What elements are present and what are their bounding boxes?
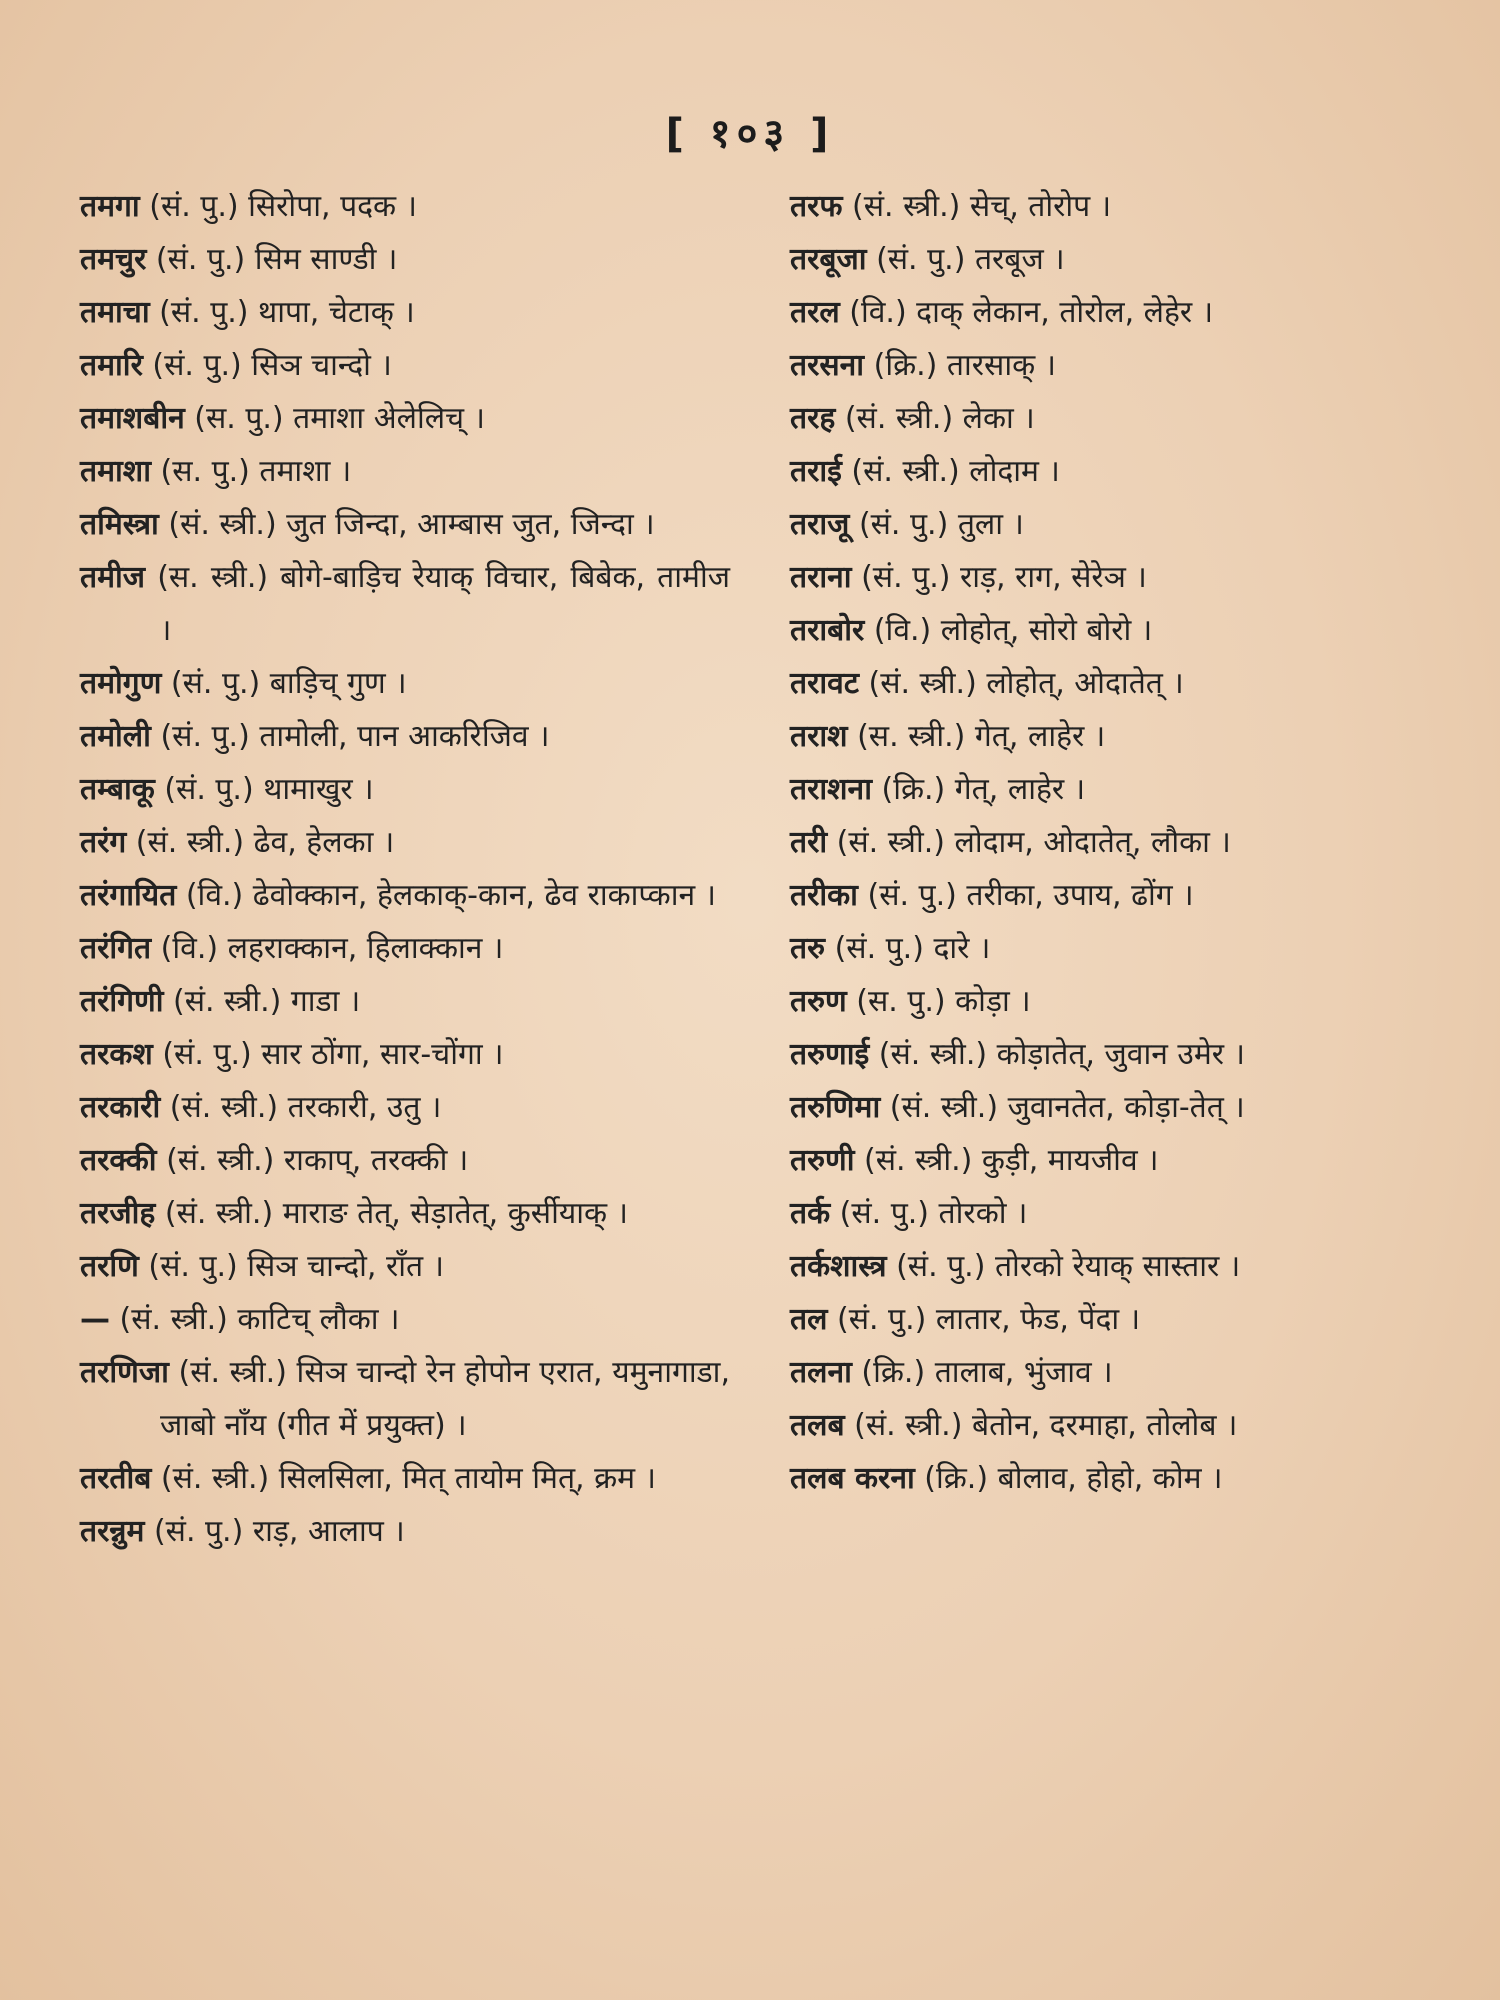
entry-headword: तलब करना	[790, 1461, 915, 1496]
entry-definition: (सं. पु.) तामोली, पान आकरिजिव ।	[150, 719, 550, 754]
dictionary-entry	[790, 392, 1440, 445]
entry-headword: तलब	[790, 1408, 845, 1443]
entry-headword: तरीका	[790, 878, 858, 913]
entry-definition: (सं. स्त्री.) बेतोन, दरमाहा, तोलोब ।	[844, 1408, 1238, 1443]
entry-headword: तरणिजा	[80, 1355, 169, 1390]
entry-definition: (सं. स्त्री.) गाडा ।	[163, 984, 361, 1019]
entry-headword: तरंगित	[80, 931, 152, 966]
dictionary-entry	[790, 551, 1440, 604]
entry-definition: (क्रि.) गेत्, लाहेर ।	[871, 772, 1086, 807]
entry-definition: (वि.) ढेवोक्कान, हेलकाक्-कान, ढेव राकाप्कान ।	[176, 878, 717, 913]
entry-headword: तमाशबीन	[80, 401, 185, 436]
entry-definition: (स. पु.) तमाशा अेलेलिच् ।	[184, 401, 486, 436]
dictionary-entry	[790, 445, 1440, 498]
dictionary-entry	[790, 1240, 1440, 1293]
dictionary-entry	[790, 763, 1440, 816]
entry-headword: तराना	[790, 560, 852, 595]
entry-headword: तरकारी	[80, 1090, 161, 1125]
entry-headword: तरणि	[80, 1249, 139, 1284]
entry-headword: तमारि	[80, 348, 143, 383]
entry-definition: (सं. पु.) तरीका, उपाय, ढोंग ।	[857, 878, 1194, 913]
entry-definition: (सं. पु.) तोरको ।	[830, 1196, 1028, 1231]
entry-definition: (स. स्त्री.) गेत्, लाहेर ।	[847, 719, 1106, 754]
entry-headword: तराई	[790, 454, 842, 489]
entry-headword: तम्बाकू	[80, 772, 155, 807]
dictionary-entry	[80, 1240, 730, 1293]
entry-headword: तरुणाई	[790, 1037, 870, 1072]
entry-definition: (सं. स्त्री.) लोदाम, ओदातेत्, लौका ।	[827, 825, 1231, 860]
entry-definition: (सं. पु.) सिञ चान्दो ।	[142, 348, 392, 383]
entry-headword: तमोली	[80, 719, 151, 754]
entry-definition: (सं. स्त्री.) कोड़ातेत्, जुवान उमेर ।	[869, 1037, 1245, 1072]
entry-definition: (सं. पु.) सिञ चान्दो, राँत ।	[138, 1249, 445, 1284]
dictionary-entry	[80, 816, 730, 869]
dictionary-entry	[790, 286, 1440, 339]
dictionary-entry	[790, 1187, 1440, 1240]
dictionary-entry	[790, 816, 1440, 869]
entry-definition: (सं. स्त्री.) कुड़ी, मायजीव ।	[854, 1143, 1159, 1178]
right-column	[790, 180, 1440, 1505]
dictionary-entry	[790, 1452, 1440, 1505]
entry-headword: तरसना	[790, 348, 865, 383]
entry-headword: तरुणी	[790, 1143, 855, 1178]
entry-definition: (सं. पु.) राड़, आलाप ।	[144, 1514, 405, 1549]
dictionary-entry	[80, 339, 730, 392]
entry-definition: (सं. स्त्री.) सिञ चान्दो रेन होपोन एरात, यमुनागाडा, जाबो नाँय (गीत में प्रयुक्त) ।	[160, 1355, 730, 1443]
entry-headword: तलना	[790, 1355, 852, 1390]
entry-headword: तमचुर	[80, 242, 147, 277]
entry-definition: (सं. पु.) तुला ।	[849, 507, 1024, 542]
dictionary-entry	[790, 1293, 1440, 1346]
entry-headword: —	[80, 1302, 110, 1337]
entry-headword: तरु	[790, 931, 826, 966]
dictionary-entry	[790, 498, 1440, 551]
entry-definition: (सं. स्त्री.) राकाप्, तरक्की ।	[156, 1143, 469, 1178]
entry-definition: (क्रि.) तालाब, भुंजाव ।	[851, 1355, 1113, 1390]
entry-definition: (सं. पु.) राड़, राग, सेरेञ ।	[851, 560, 1147, 595]
entry-definition: (क्रि.) तारसाक् ।	[864, 348, 1057, 383]
entry-definition: (सं. पु.) सार ठोंगा, सार-चोंगा ।	[152, 1037, 504, 1072]
entry-headword: तरंगायित	[80, 878, 177, 913]
entry-headword: तरक्की	[80, 1143, 157, 1178]
entry-headword: तराबोर	[790, 613, 865, 648]
dictionary-entry	[80, 498, 730, 551]
dictionary-entry	[80, 1293, 730, 1346]
left-column	[80, 180, 730, 1558]
dictionary-entry	[80, 1187, 730, 1240]
dictionary-entry	[80, 869, 730, 922]
page-number: [ १०३ ]	[665, 111, 835, 157]
dictionary-entry	[790, 604, 1440, 657]
dictionary-entry	[80, 922, 730, 975]
dictionary-entry	[790, 869, 1440, 922]
entry-headword: तमगा	[80, 189, 140, 224]
entry-definition: (सं. स्त्री.) सिलसिला, मित् तायोम मित्, क्रम ।	[151, 1461, 656, 1496]
entry-definition: (सं. पु.) सिरोपा, पदक ।	[139, 189, 418, 224]
entry-headword: तल	[790, 1302, 828, 1337]
dictionary-entry	[80, 445, 730, 498]
dictionary-entry	[80, 1346, 730, 1452]
dictionary-entry	[80, 551, 730, 657]
entry-headword: तरी	[790, 825, 828, 860]
entry-headword: तमाशा	[80, 454, 151, 489]
dictionary-entry	[80, 1081, 730, 1134]
dictionary-entry	[790, 1081, 1440, 1134]
entry-definition: (सं. स्त्री.) लोहोत्, ओदातेत् ।	[858, 666, 1184, 701]
entry-definition: (सं. स्त्री.) लोदाम ।	[841, 454, 1060, 489]
entry-definition: (सं. पु.) तरबूज ।	[866, 242, 1065, 277]
entry-headword: तरुण	[790, 984, 847, 1019]
dictionary-entry	[790, 1028, 1440, 1081]
entry-definition: (सं. पु.) लातार, फेड, पेंदा ।	[827, 1302, 1141, 1337]
entry-headword: तरबूजा	[790, 242, 867, 277]
dictionary-entry	[790, 233, 1440, 286]
dictionary-entry	[80, 233, 730, 286]
entry-headword: तराश	[790, 719, 848, 754]
entry-headword: तमीज	[80, 560, 146, 595]
dictionary-entry	[80, 763, 730, 816]
entry-headword: तरह	[790, 401, 836, 436]
entry-definition: (सं. पु.) तोरको रेयाक् सास्तार ।	[886, 1249, 1241, 1284]
entry-definition: (स. पु.) कोड़ा ।	[846, 984, 1031, 1019]
dictionary-entry	[80, 1505, 730, 1558]
entry-definition: (सं. स्त्री.) जुत जिन्दा, आम्बास जुत, जिन्दा ।	[158, 507, 655, 542]
entry-definition: (स. स्त्री.) बोगे-बाड़िच रेयाक् विचार, बिबेक, तामीज ।	[145, 560, 730, 648]
entry-headword: तरुणिमा	[790, 1090, 881, 1125]
entry-definition: (सं. पु.) दारे ।	[825, 931, 991, 966]
entry-definition: (वि.) लहराक्कान, हिलाक्कान ।	[151, 931, 504, 966]
dictionary-entry	[790, 339, 1440, 392]
entry-definition: (सं. पु.) थामाखुर ।	[154, 772, 374, 807]
dictionary-entry	[790, 975, 1440, 1028]
entry-definition: (क्रि.) बोलाव, होहो, कोम ।	[914, 1461, 1223, 1496]
entry-headword: तर्क	[790, 1196, 831, 1231]
dictionary-entry	[790, 657, 1440, 710]
dictionary-entry	[790, 710, 1440, 763]
dictionary-entry	[790, 1134, 1440, 1187]
dictionary-entry	[80, 180, 730, 233]
entry-definition: (सं. स्त्री.) तरकारी, उतु ।	[160, 1090, 442, 1125]
entry-headword: तमाचा	[80, 295, 150, 330]
entry-definition: (सं. स्त्री.) जुवानतेत, कोड़ा-तेत् ।	[880, 1090, 1245, 1125]
entry-definition: (वि.) दाक् लेकान, तोरोल, लेहेर ।	[839, 295, 1214, 330]
entry-definition: (स. पु.) तमाशा ।	[150, 454, 352, 489]
entry-definition: (सं. स्त्री.) सेच्, तोरोप ।	[842, 189, 1112, 224]
entry-headword: तर्कशास्त्र	[790, 1249, 887, 1284]
dictionary-entry	[790, 922, 1440, 975]
entry-headword: तरकश	[80, 1037, 153, 1072]
entry-headword: तराजू	[790, 507, 850, 542]
entry-definition: (सं. पु.) थापा, चेटाक् ।	[149, 295, 415, 330]
dictionary-entry	[790, 1399, 1440, 1452]
entry-definition: (सं. स्त्री.) ढेव, हेलका ।	[126, 825, 395, 860]
entry-definition: (सं. पु.) बाड़िच् गुण ।	[161, 666, 407, 701]
dictionary-entry	[80, 286, 730, 339]
entry-definition: (वि.) लोहोत्, सोरो बोरो ।	[864, 613, 1153, 648]
dictionary-entry	[790, 1346, 1440, 1399]
entry-headword: तरन्नुम	[80, 1514, 145, 1549]
entry-definition: (सं. स्त्री.) लेका ।	[835, 401, 1035, 436]
entry-headword: तरजीह	[80, 1196, 156, 1231]
dictionary-entry	[80, 1452, 730, 1505]
dictionary-entry	[80, 975, 730, 1028]
entry-definition: (सं. पु.) सिम साण्डी ।	[146, 242, 398, 277]
entry-definition: (सं. स्त्री.) काटिच् लौका ।	[110, 1302, 400, 1337]
entry-headword: तराशना	[790, 772, 872, 807]
entry-headword: तमिस्त्रा	[80, 507, 159, 542]
dictionary-entry	[80, 710, 730, 763]
entry-headword: तमोगुण	[80, 666, 162, 701]
dictionary-entry	[80, 1028, 730, 1081]
entry-headword: तरंग	[80, 825, 127, 860]
dictionary-entry	[80, 1134, 730, 1187]
dictionary-entry	[80, 392, 730, 445]
entry-headword: तरतीब	[80, 1461, 152, 1496]
entry-headword: तरल	[790, 295, 840, 330]
entry-headword: तरंगिणी	[80, 984, 164, 1019]
dictionary-entry	[80, 657, 730, 710]
entry-headword: तरफ	[790, 189, 843, 224]
entry-headword: तरावट	[790, 666, 859, 701]
entry-definition: (सं. स्त्री.) माराङ तेत्, सेड़ातेत्, कुर्सीयाक् ।	[155, 1196, 628, 1231]
dictionary-entry	[790, 180, 1440, 233]
